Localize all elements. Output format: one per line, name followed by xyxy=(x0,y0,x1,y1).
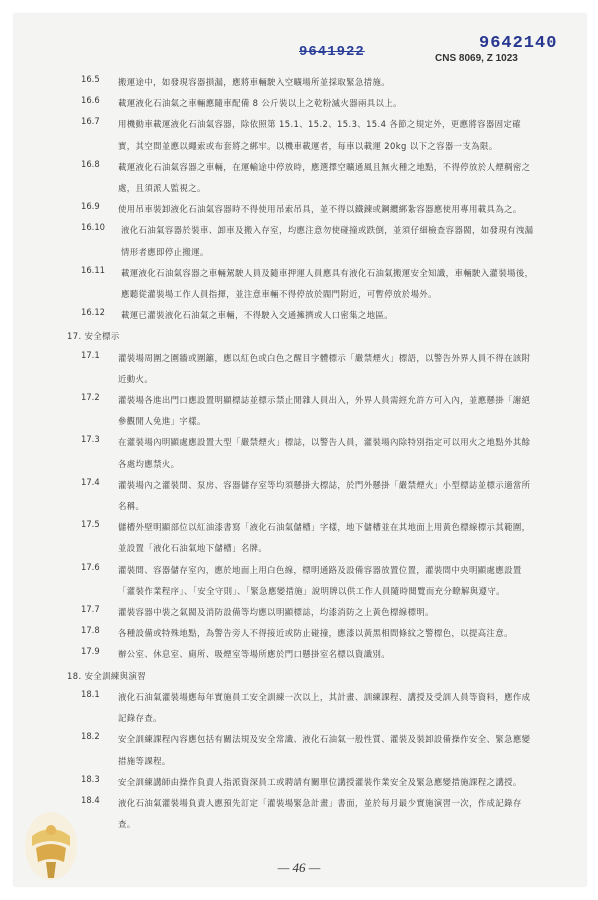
document-body xyxy=(67,72,535,835)
item-text: 灌裝間、容器儲存室內，應於地面上用白色線，標明通路及設備容器放置位置，灌裝間中央明顯處應設置「灌裝作業程序」、「安全守則」、「緊急應變措施」說明牌以供工作人員隨時閱覽而充分瞭解與遵守。 xyxy=(118,564,522,596)
list-item xyxy=(81,199,535,220)
list-item xyxy=(81,93,535,114)
item-number: 18.3 xyxy=(81,773,100,784)
list-item xyxy=(81,560,535,602)
item-text: 灌裝容器中裝之氣閥及消防設備等均應以明顯標誌，均漆消防之上黃色標線標明。 xyxy=(118,607,434,618)
item-number: 16.9 xyxy=(81,201,100,212)
list-item xyxy=(81,793,535,835)
item-text: 液化石油氣灌裝場應每年實施員工安全訓練一次以上，其計畫、訓練課程、講授及受訓人員等資料，應作成記錄存查。 xyxy=(118,691,531,724)
item-number: 17.3 xyxy=(81,434,100,445)
item-number: 16.7 xyxy=(81,116,100,127)
item-number: 17.8 xyxy=(81,625,100,636)
list-item xyxy=(81,772,535,793)
item-text: 載運已灌裝液化石油氣之車輛，不得駛入交通擁擠或人口密集之地區。 xyxy=(121,310,394,321)
item-number: 17.4 xyxy=(81,476,100,487)
item-number: 16.10 xyxy=(81,222,105,233)
item-text: 灌裝場內之灌裝間、泵房、容器儲存室等均須懸掛大標誌，於門外懸掛「嚴禁煙火」小型標誌並標示適當所名稱。 xyxy=(118,479,531,512)
list-item xyxy=(81,390,535,432)
list-item xyxy=(81,348,535,390)
item-number: 18.2 xyxy=(81,731,100,742)
item-text: 灌裝場各進出門口應設置明顯標誌並標示禁止閒雜人員出入，外界人員需經允許方可入內，並應懸掛「謝絕參觀閒人免進」字樣。 xyxy=(118,395,531,427)
list-item xyxy=(81,475,535,517)
page-number: — 46 — xyxy=(277,860,321,875)
standard-code: CNS 8069, Z 1023 xyxy=(435,53,518,64)
item-text: 辦公室、休息室、廁所、吸煙室等場所應於門口懸掛室名標以資識別。 xyxy=(118,649,391,660)
item-text: 儲槽外壁明顯部位以紅油漆書寫「液化石油氣儲槽」字樣，地下儲槽並在其地面上用黃色標線標示其範圍，並設置「液化石油氣地下儲槽」名牌。 xyxy=(118,522,531,554)
item-number: 17.1 xyxy=(81,349,100,360)
item-number: 17.2 xyxy=(81,392,100,403)
item-text: 液化石油氣灌裝場負責人應預先訂定「灌裝場緊急計畫」書面，並於每月最少實施演習一次，作成記錄存查。 xyxy=(118,797,522,830)
item-number: 17.5 xyxy=(81,519,100,530)
item-text: 安全訓練講師由操作負責人指派資深員工或聘請有關單位講授灌裝作業安全及緊急應變措施課程之講授。 xyxy=(118,776,522,787)
section-17-list xyxy=(81,348,535,666)
item-text: 載運液化石油氣容器之車輛駕駛人員及隨車押運人員應具有液化石油氣搬運安全知識，車輛駛入灌裝場後，應聽從灌裝場工作人員指揮，並注意車輛不得停放於閥門附近，可暫停放於場外。 xyxy=(121,267,534,300)
list-item xyxy=(81,114,535,156)
item-number: 16.11 xyxy=(81,264,105,275)
item-text: 載運液化石油氣之車輛應隨車配備 8 公斤裝以上之乾粉滅火器兩具以上。 xyxy=(118,98,402,109)
item-number: 17.9 xyxy=(81,646,100,657)
item-number: 17.6 xyxy=(81,561,100,572)
list-item xyxy=(81,623,535,644)
list-item xyxy=(81,157,535,199)
list-item xyxy=(81,263,535,305)
list-item xyxy=(81,220,535,262)
item-number: 17.7 xyxy=(81,604,100,615)
item-text: 灌裝場周圍之圍牆或圍籬，應以紅色或白色之醒目字體標示「嚴禁煙火」標語，以警告外界人員不得在該附近動火。 xyxy=(118,352,531,384)
item-text: 使用吊車裝卸液化石油氣容器時不得使用吊索吊具，並不得以鐵鍊或鋼纜綁紮容器應使用專用載具為之。 xyxy=(118,204,522,215)
list-item xyxy=(81,644,535,665)
item-number: 16.8 xyxy=(81,158,100,169)
list-item xyxy=(81,687,535,729)
item-text: 各種設備或特殊地點，為警告旁人不得接近或防止碰撞，應漆以黃黑相間條紋之警標色，以提高注意。 xyxy=(118,628,513,639)
item-text: 在灌裝場內明顯處應設置大型「嚴禁煙火」標誌，以警告人員，灌裝場內除特別指定可以用火之地點外其餘各處均應禁火。 xyxy=(118,437,531,469)
item-number: 16.12 xyxy=(81,307,105,318)
stamp-new-number: 9642140 xyxy=(479,34,558,53)
item-text: 搬運途中，如發現容器損漏，應將車輛駛入空曠場所並採取緊急措施。 xyxy=(118,77,391,87)
section-17-heading: 17. 安全標示 xyxy=(67,331,120,342)
item-text: 載運液化石油氣容器之車輛，在運輸途中停放時，應選擇空曠通風且無火種之地點，不得停放於人煙稠密之處，且須派人監視之。 xyxy=(118,161,531,194)
list-item xyxy=(81,517,535,559)
item-text: 用機動車載運液化石油氣容器，除依照第 15.1、15.2、15.3、15.4 各節之規定外，更應將容器固定確實，其空間並應以繩索或布套將之綁牢。以機車載運者，每車以載運 20kg 以下之容器一支為限。 xyxy=(118,119,522,151)
item-number: 16.6 xyxy=(81,95,100,106)
item-text: 液化石油氣容器於裝車、卸車及搬入存室，均應注意勿使碰撞或跌倒，並須仔細檢查容器閥，如發現有洩漏情形者應即停止搬運。 xyxy=(121,225,534,257)
list-item xyxy=(81,602,535,623)
list-item xyxy=(81,72,535,93)
item-number: 18.1 xyxy=(81,688,100,699)
list-item xyxy=(81,729,535,771)
section-16-list xyxy=(81,72,535,326)
section-18-heading: 18. 安全訓練與演習 xyxy=(67,670,147,681)
stamp-old-number: 9641922 xyxy=(299,44,365,60)
list-item xyxy=(81,305,535,326)
section-18-list xyxy=(81,687,535,835)
item-number: 18.4 xyxy=(81,794,100,805)
item-number: 16.5 xyxy=(81,74,100,84)
list-item xyxy=(81,432,535,474)
item-text: 安全訓練課程內容應包括有關法規及安全常識、液化石油氣一般性質、灌裝及裝卸設備操作安全、緊急應變措施等課程。 xyxy=(118,734,531,766)
